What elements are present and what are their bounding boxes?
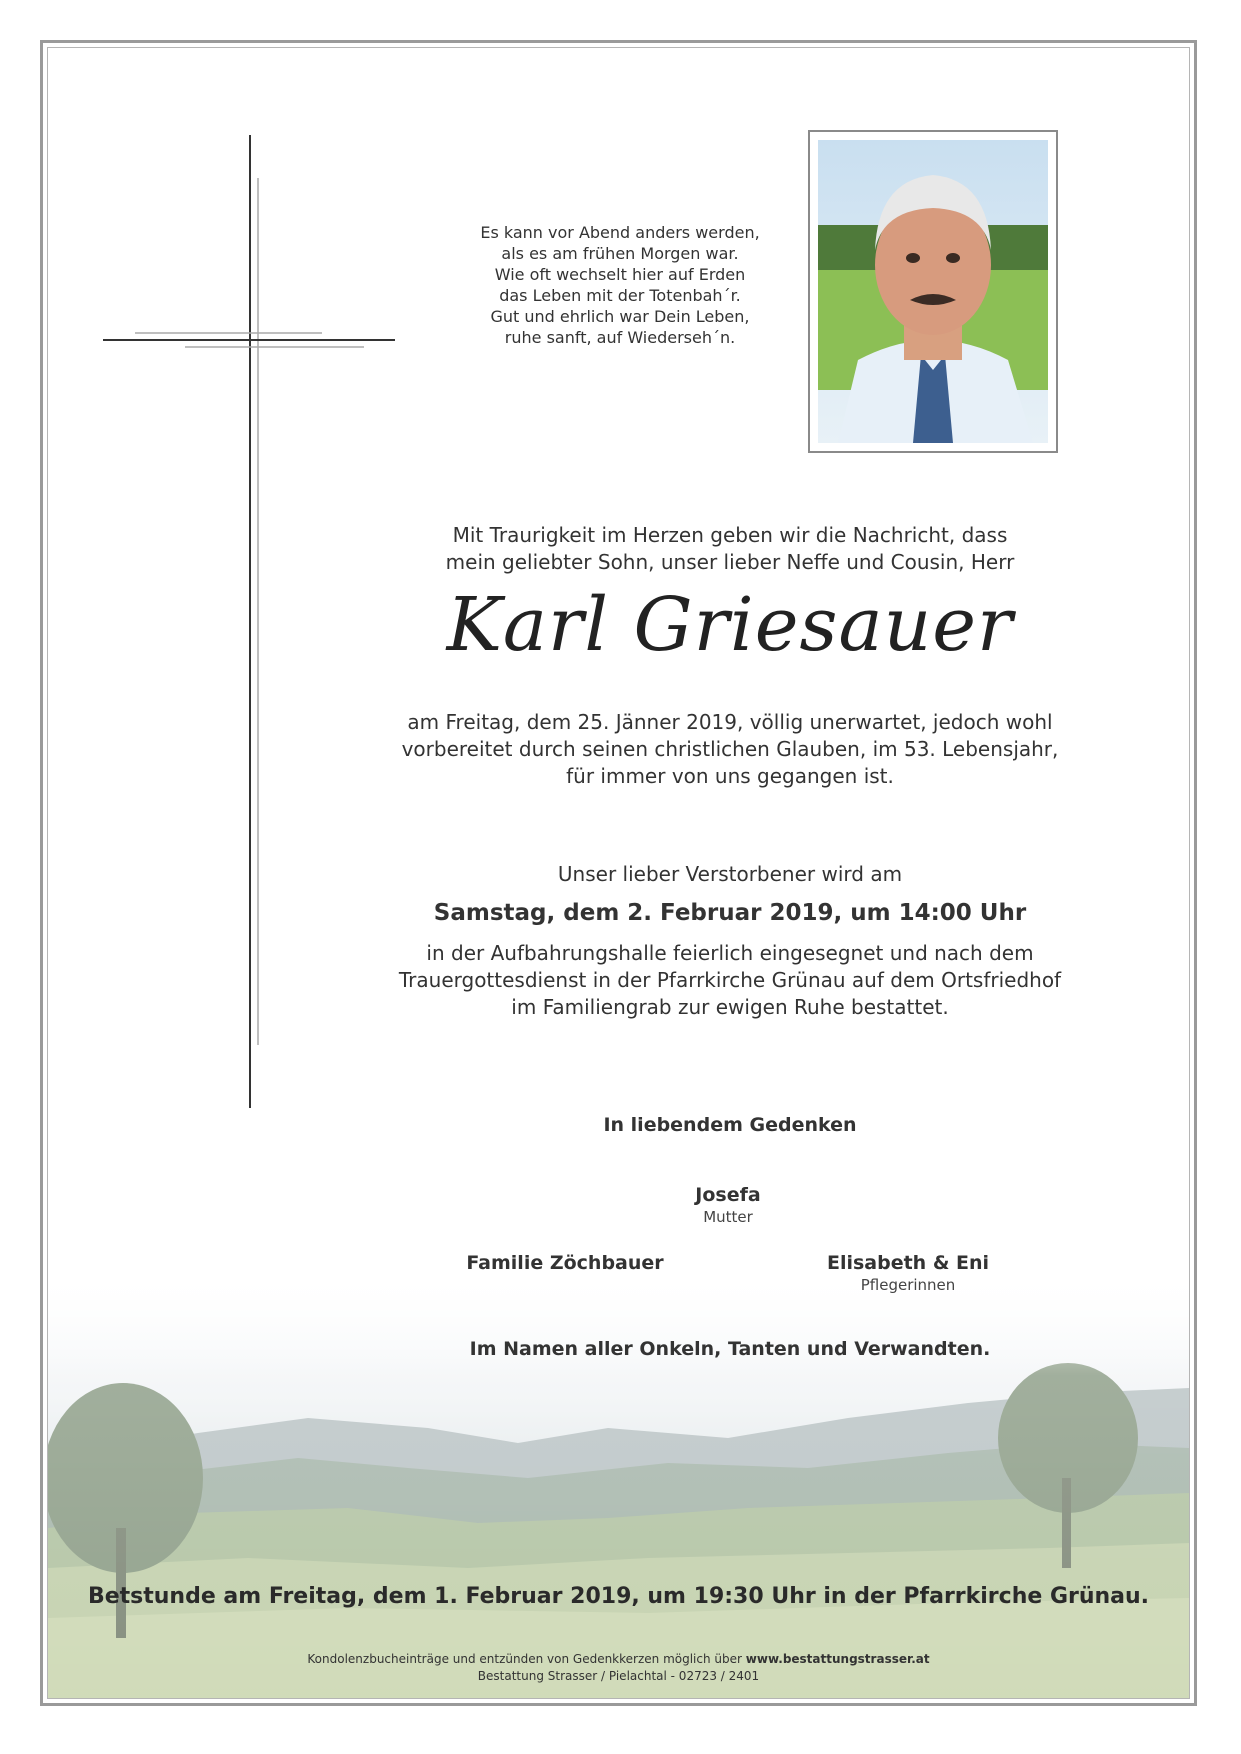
prayer-service: Betstunde am Freitag, dem 1. Februar 2019, um 19:30 Uhr in der Pfarrkirche Grünau. <box>87 1584 1150 1609</box>
mourner-name: Elisabeth & Eni <box>826 1252 990 1274</box>
death-line: vorbereitet durch seinen christlichen Glauben, im 53. Lebensjahr, <box>401 737 1059 761</box>
relatives-line: Im Namen aller Onkeln, Tanten und Verwandten. <box>469 1338 991 1360</box>
burial-line: in der Aufbahrungshalle feierlich eingesegnet und nach dem <box>426 941 1034 965</box>
mourner-role: Pflegerinnen <box>860 1276 956 1294</box>
landscape-background <box>48 1268 1189 1698</box>
mourner-mother <box>578 1184 878 1226</box>
footer-line-2: Bestattung Strasser / Pielachtal - 02723 / 2401 <box>477 1669 760 1683</box>
burial-line: Trauergottesdienst in der Pfarrkirche Grünau auf dem Ortsfriedhof <box>398 968 1062 992</box>
poem-line: ruhe sanft, auf Wiederseh´n. <box>504 328 736 347</box>
poem-line: Es kann vor Abend anders werden, <box>480 223 760 242</box>
deceased-name: Karl Griesauer <box>446 582 1014 668</box>
portrait-frame <box>808 130 1058 453</box>
poem-line: Gut und ehrlich war Dein Leben, <box>490 307 750 326</box>
poem-line: als es am frühen Morgen war. <box>501 244 739 263</box>
website-link[interactable]: www.bestattungstrasser.at <box>745 1652 930 1666</box>
intro-line: Mit Traurigkeit im Herzen geben wir die Nachricht, dass <box>452 523 1008 547</box>
burial-line: im Familiengrab zur ewigen Ruhe bestattet. <box>511 995 949 1019</box>
mourner-name: Josefa <box>695 1184 761 1206</box>
poem <box>420 222 820 348</box>
burial-date: Samstag, dem 2. Februar 2019, um 14:00 Uhr <box>433 900 1027 926</box>
intro-line: mein geliebter Sohn, unser lieber Neffe und Cousin, Herr <box>445 550 1015 574</box>
death-line: für immer von uns gegangen ist. <box>566 764 894 788</box>
death-line: am Freitag, dem 25. Jänner 2019, völlig unerwartet, jedoch wohl <box>407 710 1053 734</box>
death-notice <box>280 709 1180 790</box>
memory-heading: In liebendem Gedenken <box>603 1114 857 1136</box>
mourner-carers <box>758 1252 1058 1294</box>
footer <box>47 1651 1190 1685</box>
mourner-family <box>415 1252 715 1274</box>
footer-line-1 <box>47 1651 1190 1668</box>
mourner-name: Familie Zöchbauer <box>466 1252 664 1274</box>
footer-text: Kondolenzbucheinträge und entzünden von Gedenkkerzen möglich über <box>307 1652 746 1666</box>
poem-line: das Leben mit der Totenbah´r. <box>499 286 741 305</box>
intro-text <box>280 522 1180 576</box>
portrait-photo <box>818 140 1048 443</box>
burial-intro: Unser lieber Verstorbener wird am <box>557 862 903 886</box>
mourner-role: Mutter <box>703 1208 753 1226</box>
burial-details <box>280 940 1180 1021</box>
poem-line: Wie oft wechselt hier auf Erden <box>494 265 746 284</box>
